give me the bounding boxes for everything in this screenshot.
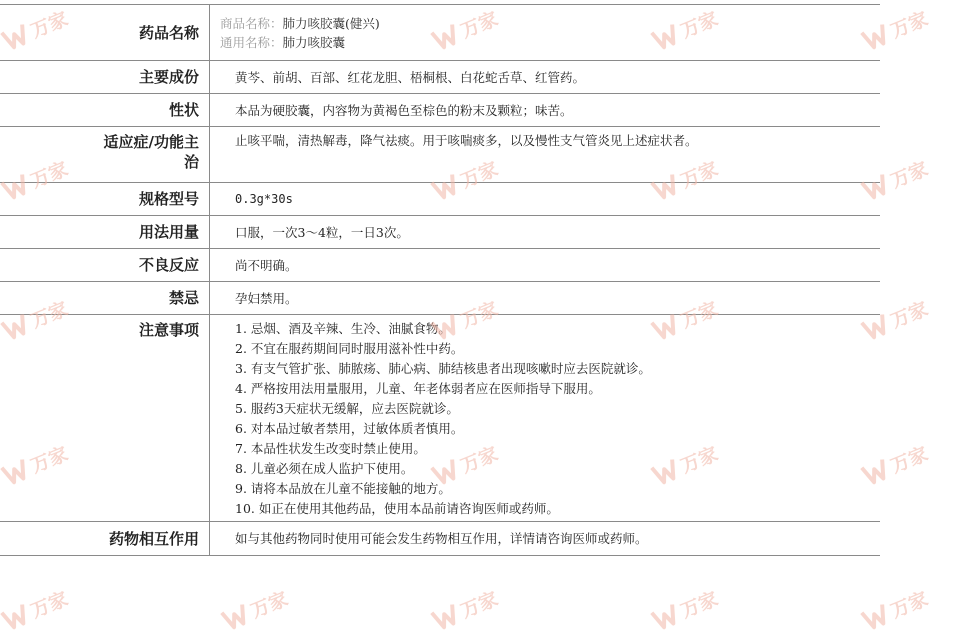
value-appearance: 本品为硬胶囊，内容物为黄褐色至棕色的粉末及颗粒；味苦。	[210, 94, 881, 127]
value-ingredients: 黄芩、前胡、百部、红花龙胆、梧桐根、白花蛇舌草、红管药。	[210, 61, 881, 94]
brand-name-value: 肺力咳胶囊(健兴)	[282, 15, 380, 31]
value-precautions	[210, 315, 881, 522]
value-usage: 口服，一次3～4粒，一日3次。	[210, 216, 881, 249]
svg-text:万家: 万家	[247, 588, 292, 623]
svg-text:万家: 万家	[677, 298, 722, 333]
svg-text:万家: 万家	[887, 298, 932, 333]
row-spec	[0, 183, 880, 216]
svg-text:万家: 万家	[457, 588, 502, 623]
precaution-item: 8. 儿童必须在成人监护下使用。	[235, 461, 414, 476]
precaution-item: 1. 忌烟、酒及辛辣、生冷、油腻食物。	[235, 321, 451, 336]
watermark-logo-icon	[218, 574, 313, 636]
label-adverse: 不良反应	[0, 249, 210, 282]
svg-text:万家: 万家	[887, 8, 932, 43]
precaution-item: 6. 对本品过敏者禁用，过敏体质者慎用。	[235, 421, 464, 436]
precaution-item: 4. 严格按用法用量服用，儿童、年老体弱者应在医师指导下服用。	[235, 381, 601, 396]
generic-name-key: 通用名称：	[220, 34, 283, 50]
svg-text:万家: 万家	[27, 8, 72, 43]
generic-name-line	[220, 33, 880, 52]
svg-text:万家: 万家	[677, 8, 722, 43]
value-contraindications: 孕妇禁用。	[210, 282, 881, 315]
value-spec: 0.3g*30s	[210, 183, 881, 216]
row-ingredients	[0, 61, 880, 94]
svg-text:万家: 万家	[887, 158, 932, 193]
svg-text:万家: 万家	[677, 158, 722, 193]
label-usage: 用法用量	[0, 216, 210, 249]
precaution-item: 10. 如正在使用其他药品，使用本品前请咨询医师或药师。	[235, 501, 559, 516]
row-interactions	[0, 522, 880, 556]
svg-text:万家: 万家	[27, 298, 72, 333]
label-appearance: 性状	[0, 94, 210, 127]
watermark-logo-icon	[858, 574, 953, 636]
brand-name-key: 商品名称：	[220, 15, 283, 31]
svg-text:万家: 万家	[27, 443, 72, 478]
label-contraindications: 禁忌	[0, 282, 210, 315]
value-drug-name	[210, 5, 881, 61]
precaution-item: 5. 服药3天症状无缓解，应去医院就诊。	[235, 401, 459, 416]
svg-text:万家: 万家	[457, 298, 502, 333]
svg-text:万家: 万家	[457, 443, 502, 478]
row-indications	[0, 127, 880, 183]
label-interactions: 药物相互作用	[0, 522, 210, 556]
row-appearance	[0, 94, 880, 127]
label-indications-line2: 治	[183, 153, 199, 171]
watermark-logo-icon	[0, 574, 92, 636]
label-spec: 规格型号	[0, 183, 210, 216]
svg-text:万家: 万家	[677, 443, 722, 478]
label-indications	[0, 127, 210, 183]
row-contraindications	[0, 282, 880, 315]
precaution-item: 9. 请将本品放在儿童不能接触的地方。	[235, 481, 451, 496]
row-precautions	[0, 315, 880, 522]
row-usage	[0, 216, 880, 249]
value-interactions: 如与其他药物同时使用可能会发生药物相互作用，详情请咨询医师或药师。	[210, 522, 881, 556]
value-indications: 止咳平喘，清热解毒，降气祛痰。用于咳喘痰多，以及慢性支气管炎见上述症状者。	[210, 127, 881, 183]
svg-text:万家: 万家	[887, 588, 932, 623]
brand-name-line	[220, 14, 880, 33]
row-adverse	[0, 249, 880, 282]
label-indications-line1: 适应症/功能主	[103, 133, 199, 151]
svg-text:万家: 万家	[457, 8, 502, 43]
label-indications-text	[79, 132, 199, 172]
svg-text:万家: 万家	[27, 588, 72, 623]
precaution-item: 7. 本品性状发生改变时禁止使用。	[235, 441, 426, 456]
svg-text:万家: 万家	[27, 158, 72, 193]
precaution-item: 2. 不宜在服药期间同时服用滋补性中药。	[235, 341, 464, 356]
svg-text:万家: 万家	[677, 588, 722, 623]
generic-name-value: 肺力咳胶囊	[282, 34, 346, 50]
svg-text:万家: 万家	[887, 443, 932, 478]
value-adverse: 尚不明确。	[210, 249, 881, 282]
label-ingredients: 主要成份	[0, 61, 210, 94]
row-drug-name	[0, 5, 880, 61]
drug-info-table	[0, 4, 880, 556]
precaution-item: 3. 有支气管扩张、肺脓疡、肺心病、肺结核患者出现咳嗽时应去医院就诊。	[235, 361, 651, 376]
watermark-logo-icon	[428, 574, 523, 636]
svg-text:万家: 万家	[457, 158, 502, 193]
label-precautions: 注意事项	[0, 315, 210, 522]
watermark-logo-icon	[648, 574, 743, 636]
label-drug-name: 药品名称	[0, 5, 210, 61]
precaution-list	[235, 319, 880, 519]
